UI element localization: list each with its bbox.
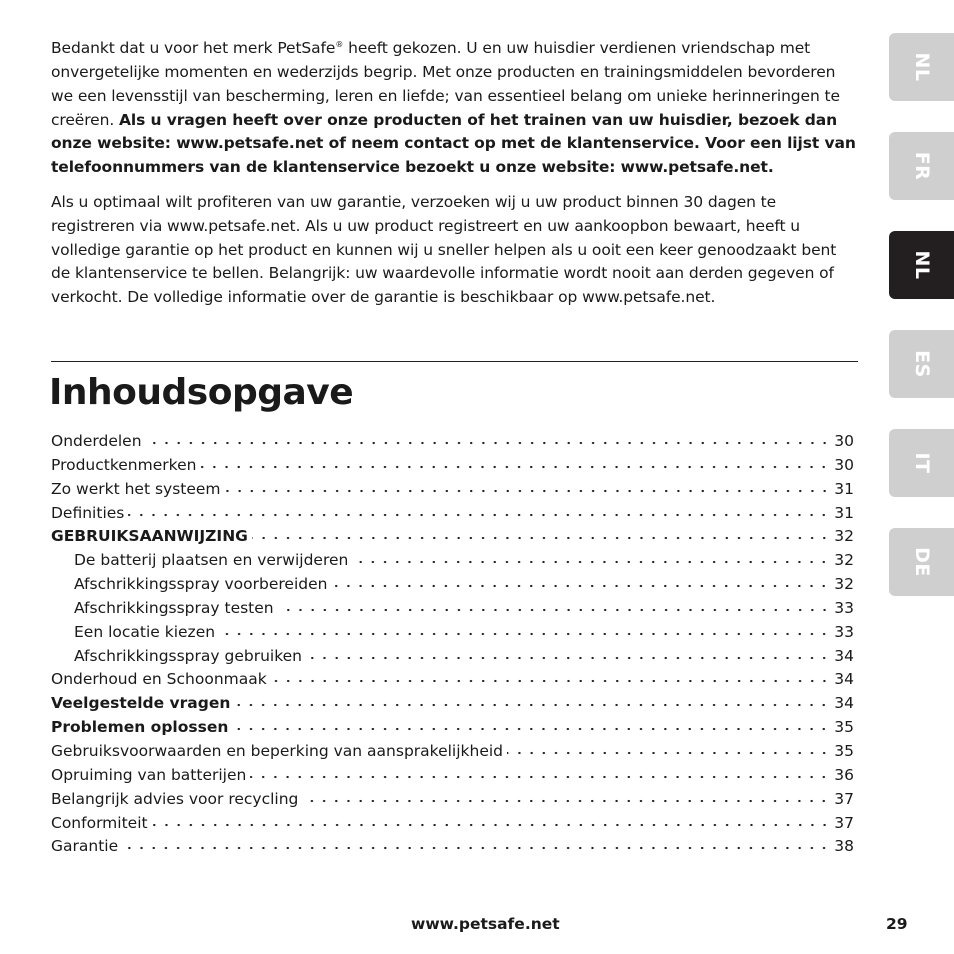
intro-paragraph-1 — [51, 33, 859, 180]
toc-leader-dots — [128, 500, 830, 518]
toc-entry-label: Onderdelen — [51, 432, 142, 450]
language-tab-label: ES — [910, 350, 933, 378]
toc-entry-label: Veelgestelde vragen — [51, 694, 231, 713]
toc-entry-label: Problemen oplossen — [51, 718, 229, 737]
toc-leader-dots — [271, 666, 831, 684]
toc-leader-dots — [200, 452, 830, 470]
intro-paragraph-2: Als u optimaal wilt profiteren van uw garantie, verzoeken wij u uw product binnen 30 dagen te registreren via www.petsafe.net. Als u uw product registreert en uw aankoopbon bewaart, heeft u volledige garantie op het product en kunnen wij u sneller helpen als u ooit een keer genoodzaakt bent de klantenservice te bellen. Belangrijk: uw waardevolle informatie wordt nooit aan derden gegeven of verkocht. De volledige informatie over de garantie is beschikbaar op www.petsafe.net. — [51, 192, 837, 307]
toc-entry-label: De batterij plaatsen en verwijderen — [74, 551, 349, 570]
toc-entry[interactable] — [51, 428, 854, 452]
toc-leader-dots — [146, 428, 831, 446]
language-tab-label: NL — [910, 52, 933, 82]
toc-entry-page: 38 — [834, 837, 854, 856]
toc-entry-label: Conformiteit — [51, 813, 148, 832]
toc-entry[interactable] — [51, 786, 854, 810]
toc-leader-dots — [331, 571, 830, 589]
toc-entry[interactable] — [51, 452, 854, 476]
toc-entry-page: 32 — [834, 527, 854, 546]
toc-entry-label: Zo werkt het systeem — [51, 479, 221, 498]
language-tab-es[interactable] — [889, 330, 954, 398]
toc-leader-dots — [352, 547, 830, 565]
toc-entry-label: Afschrikkingsspray gebruiken — [74, 646, 302, 665]
toc-entry-page: 32 — [834, 551, 854, 570]
toc-entry-page: 34 — [834, 646, 854, 665]
toc-entry-page: 35 — [834, 718, 854, 737]
toc-entry-label: Garantie — [51, 837, 119, 856]
toc-entry[interactable] — [51, 595, 854, 619]
language-tab-label: FR — [910, 151, 933, 181]
language-tab-label: NL — [910, 250, 933, 280]
toc-entry-label: Een locatie kiezen — [74, 622, 216, 641]
toc-leader-dots — [302, 786, 830, 804]
toc-entry-page: 33 — [834, 622, 854, 641]
toc-entry-page: 32 — [834, 575, 854, 594]
toc-entry-page: 37 — [834, 789, 854, 808]
toc-leader-dots — [252, 523, 830, 541]
toc-entry[interactable] — [51, 643, 854, 667]
toc-entry[interactable] — [51, 476, 854, 500]
toc-leader-dots — [122, 833, 830, 851]
toc-entry-page: 30 — [834, 432, 854, 450]
toc-entry[interactable] — [51, 833, 854, 857]
toc-entry-label: Opruiming van batterijen — [51, 765, 247, 784]
language-tab-it[interactable] — [889, 429, 954, 497]
intro-p1-text-b: heeft gekozen. U en uw huisdier verdienen vriendschap met onvergetelijke momenten en wederzijds begrip. Met onze producten en trainingsmiddelen bevorderen we een levensstijl van bescherming, leren en liefde; van essentieel belang om unieke herinneringen te creëren. — [51, 39, 840, 129]
toc-entry[interactable] — [51, 523, 854, 547]
toc-leader-dots — [219, 619, 830, 637]
toc-entry-page: 37 — [834, 813, 854, 832]
page-number: 29 — [886, 915, 908, 933]
toc-leader-dots — [232, 714, 830, 732]
language-tabs — [889, 33, 954, 627]
language-tab-nl[interactable] — [889, 231, 954, 299]
toc-entry[interactable] — [51, 500, 854, 524]
toc-entry-page: 31 — [834, 479, 854, 498]
toc-entry-label: Afschrikkingsspray testen — [74, 598, 274, 617]
registered-mark: ® — [335, 40, 344, 49]
toc-entry-page: 34 — [834, 694, 854, 713]
toc-leader-dots — [250, 762, 830, 780]
toc-entry-page: 36 — [834, 765, 854, 784]
toc-entry-page: 30 — [834, 455, 854, 474]
toc-entry[interactable] — [51, 738, 854, 762]
footer-url: www.petsafe.net — [411, 915, 560, 933]
toc-entry[interactable] — [51, 690, 854, 714]
toc-entry[interactable] — [51, 714, 854, 738]
toc-entry-label: Productkenmerken — [51, 455, 197, 474]
toc-list — [51, 428, 854, 857]
toc-leader-dots — [234, 690, 830, 708]
intro-text — [51, 33, 859, 321]
language-tab-nl[interactable] — [889, 33, 954, 101]
toc-leader-dots — [225, 476, 831, 494]
language-tab-label: DE — [910, 547, 933, 577]
toc-entry[interactable] — [51, 666, 854, 690]
intro-p1-text-a: Bedankt dat u voor het merk PetSafe — [51, 39, 336, 58]
toc-entry-label: Belangrijk advies voor recycling — [51, 789, 299, 808]
toc-leader-dots — [152, 810, 831, 828]
toc-entry[interactable] — [51, 762, 854, 786]
toc-entry-page: 34 — [834, 670, 854, 689]
toc-entry-label: Onderhoud en Schoonmaak — [51, 670, 267, 689]
toc-entry[interactable] — [51, 571, 854, 595]
toc-entry-label: GEBRUIKSAANWIJZING — [51, 527, 248, 546]
language-tab-label: IT — [910, 452, 933, 474]
intro-p1-bold-text: Als u vragen heeft over onze producten of het trainen van uw huisdier, bezoek dan onze website: www.petsafe.net of neem contact op met de klantenservice. Voor een lijst van telefoonnummers van de klantenservice bezoekt u onze website: www.petsafe.net. — [51, 110, 856, 177]
toc-entry-page: 35 — [834, 741, 854, 760]
toc-entry-label: Gebruiksvoorwaarden en beperking van aansprakelijkheid — [51, 741, 504, 760]
toc-entry-page: 31 — [834, 503, 854, 522]
toc-entry-label: Afschrikkingsspray voorbereiden — [74, 575, 328, 594]
toc-leader-dots — [507, 738, 830, 756]
language-tab-de[interactable] — [889, 528, 954, 596]
toc-title: Inhoudsopgave — [49, 372, 354, 413]
toc-leader-dots — [306, 643, 830, 661]
toc-entry-page: 33 — [834, 598, 854, 617]
toc-leader-dots — [278, 595, 831, 613]
section-divider — [51, 361, 858, 362]
toc-entry[interactable] — [51, 547, 854, 571]
toc-entry[interactable] — [51, 810, 854, 834]
toc-entry[interactable] — [51, 619, 854, 643]
language-tab-fr[interactable] — [889, 132, 954, 200]
toc-entry-label: Definities — [51, 503, 125, 522]
